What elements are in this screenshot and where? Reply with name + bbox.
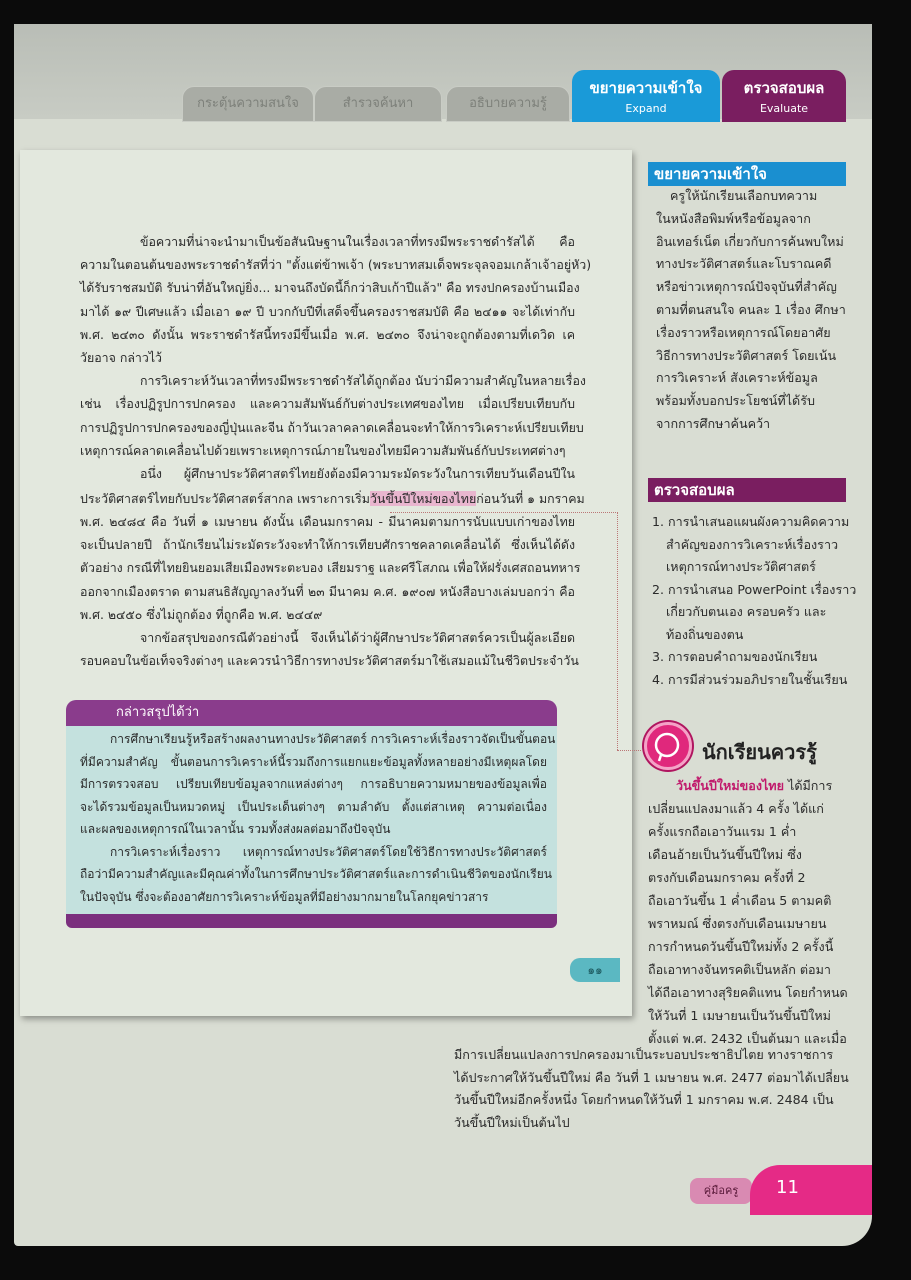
know-line: การกำหนดวันขึ้นปีใหม่ทั้ง 2 ครั้งนี้ (648, 939, 834, 954)
tab-label: กระตุ้นความสนใจ (197, 96, 299, 111)
expand-line: ในหนังสือพิมพ์หรือข้อมูลจาก (656, 210, 811, 226)
expand-line: การวิเคราะห์ สังเคราะห์ข้อมูล (656, 370, 818, 386)
evaluate-item: 2. การนำเสนอ PowerPoint เรื่องราว (652, 581, 857, 597)
know-line: ให้วันที่ 1 เมษายนเป็นวันขึ้นปีใหม่ (648, 1008, 831, 1023)
know-line: วันขึ้นปีใหม่อีกครั้งหนึ่ง โดยกำหนดให้วันที่ 1 มกราคม พ.ศ. 2484 เป็น (454, 1092, 834, 1107)
paragraph-line: พ.ศ. ๒๔๘๔ คือ วันที่ ๑ เมษายน ดังนั้น เดือนมกราคม - มีนาคมตามการนับแบบเก่าของไทย (80, 514, 575, 529)
evaluate-item: 1. การนำเสนอแผนผังความคิดความ (652, 514, 850, 529)
callout-connector (617, 750, 641, 751)
know-line: ได้ประกาศให้วันขึ้นปีใหม่ คือ วันที่ 1 เมษายน พ.ศ. 2477 ต่อมาได้เปลี่ยน (454, 1069, 849, 1085)
tab-expand (572, 70, 720, 122)
summary-line: ที่มีความสำคัญ ขั้นตอนการวิเคราะห์นี้รวมถึงการแยกแยะข้อมูลทั้งหลายอย่างมีเหตุผลโดย (80, 754, 547, 769)
know-line: ได้ถือเอาทางสุริยคติแทน โดยกำหนด (648, 985, 848, 1000)
summary-line: มีการตรวจสอบ เปรียบเทียบข้อมูลจากแหล่งต่างๆ การอธิบายความหมายของข้อมูลเพื่อ (80, 777, 547, 791)
evaluate-item: เหตุการณ์ทางประวัติศาสตร์ (666, 559, 816, 574)
expand-line: เรื่องราวหรือเหตุการณ์โดยอาศัย (656, 324, 831, 340)
tab-label: อธิบายความรู้ (469, 96, 547, 111)
paragraph-line: วัยอาจ กล่าวไว้ (80, 350, 163, 365)
expand-line: อินเทอร์เน็ต เกี่ยวกับการค้นพบใหม่ (656, 233, 844, 249)
paragraph-line: อนึ่ง ผู้ศึกษาประวัติศาสตร์ไทยยังต้องมีความระมัดระวังในการเทียบวันเดือนปีใน (140, 466, 575, 481)
evaluate-heading: ตรวจสอบผล (648, 478, 846, 502)
know-title: นักเรียนควรรู้ (702, 740, 817, 764)
paragraph-line: พ.ศ. ๒๔๕๐ ซึ่งไม่ถูกต้อง ที่ถูกคือ พ.ศ. ๒๔๔๙ (80, 606, 323, 622)
text: ประวัติศาสตร์ไทยกับประวัติศาสตร์สากล เพราะการเริ่ม (80, 491, 370, 506)
expand-line: ตามที่ตนสนใจ คนละ 1 เรื่อง ศึกษา (656, 302, 846, 317)
paragraph-line: ตัวอย่าง กรณีที่ไทยยินยอมเสียเมืองพระตะบอง เสียมราฐ และศรีโสภณ เพื่อให้ฝรั่งเศสถอนทหาร (80, 560, 581, 576)
know-line: พราหมณ์ ซึ่งตรงกับเดือนเมษายน (648, 916, 827, 931)
tab-sublabel: Evaluate (759, 102, 809, 115)
know-line: เปลี่ยนแปลงมาแล้ว 4 ครั้ง ได้แก่ (648, 801, 824, 816)
evaluate-item: สำคัญของการวิเคราะห์เรื่องราว (666, 536, 839, 552)
know-line: ครั้งแรกถือเอาวันแรม 1 ค่ำ (648, 824, 797, 839)
summary-footer-bar (66, 914, 557, 928)
paragraph-line: จะเป็นปลายปี ถ้านักเรียนไม่ระมัดระวังจะทำให้การเทียบศักราชคลาดเคลื่อนได้ ซึ่งเห็นได้ดัง (80, 537, 575, 553)
paragraph-line: พ.ศ. ๒๔๓๐ ดังนั้น พระราชดำรัสนี้ทรงมีขึ้นเมื่อ พ.ศ. ๒๔๓๐ จึงน่าจะถูกต้องตามที่เดวิด เค (80, 326, 575, 342)
summary-line: การศึกษาเรียนรู้หรือสร้างผลงานทางประวัติศาสตร์ การวิเคราะห์เรื่องราวจัดเป็นขั้นตอน (110, 732, 556, 746)
know-first-line (676, 776, 832, 796)
text: ได้มีการ (783, 778, 833, 793)
teacher-guide-label: คู่มือครู (690, 1178, 752, 1204)
know-line: วันขึ้นปีใหม่เป็นต้นไป (454, 1114, 570, 1130)
tab-explore (314, 86, 442, 122)
expand-line: ทางประวัติศาสตร์และโบราณคดี (656, 256, 832, 272)
tab-evaluate (722, 70, 846, 122)
paragraph-line: ข้อความที่น่าจะนำมาเป็นข้อสันนิษฐานในเรื่องเวลาที่ทรงมีพระราชดำรัสได้ คือ (140, 234, 575, 249)
expand-line: พร้อมทั้งบอกประโยชน์ที่ได้รับ (656, 393, 815, 409)
tab-engage (182, 86, 314, 122)
paragraph-line: การวิเคราะห์วันเวลาที่ทรงมีพระราชดำรัสได้ถูกต้อง นับว่ามีความสำคัญในหลายเรื่อง (140, 373, 586, 389)
expand-line: จากการศึกษาค้นคว้า (656, 416, 771, 431)
know-highlight: วันขึ้นปีใหม่ของไทย (676, 778, 784, 793)
paragraph-line: รอบคอบในข้อเท็จจริงต่างๆ และควรนำวิธีการทางประวัติศาสตร์มาใช้เสมอแม้ในชีวิตประจำวัน (80, 653, 579, 669)
evaluate-item: 4. การมีส่วนร่วมอภิปรายในชั้นเรียน (652, 671, 848, 687)
tab-explain (446, 86, 570, 122)
expand-heading: ขยายความเข้าใจ (648, 162, 846, 186)
paragraph-line: ออกจากเมืองตราด ตามสนธิสัญญาลงวันที่ ๒๓ มีนาคม ค.ศ. ๑๙๐๗ หนังสือบางเล่มบอกว่า คือ (80, 583, 575, 599)
paragraph-line: เช่น เรื่องปฏิรูปการปกครอง และความสัมพันธ์กับต่างประเทศของไทย เมื่อเปรียบเทียบกับ (80, 396, 575, 412)
know-line: ถือเอาวันขึ้น 1 ค่ำเดือน 5 ตามคติ (648, 893, 832, 908)
know-line: ตั้งแต่ พ.ศ. 2432 เป็นต้นมา และเมื่อ (648, 1031, 847, 1046)
inner-page-number: ๑๑ (570, 958, 620, 982)
evaluate-item: 3. การตอบคำถามของนักเรียน (652, 649, 818, 664)
callout-connector (617, 512, 618, 750)
summary-title: กล่าวสรุปได้ว่า (66, 700, 557, 726)
expand-line: ครูให้นักเรียนเลือกบทความ (670, 188, 818, 203)
evaluate-item: ท้องถิ่นของตน (666, 626, 744, 642)
know-line: มีการเปลี่ยนแปลงการปกครองมาเป็นระบอบประชาธิปไตย ทางราชการ (454, 1047, 834, 1062)
paragraph-line: เหตุการณ์คลาดเคลื่อนไปด้วยเพราะเหตุการณ์ภายในของไทยมีความสัมพันธ์กับประเทศต่างๆ (80, 442, 566, 458)
expand-line: หรือข่าวเหตุการณ์ปัจจุบันที่สำคัญ (656, 279, 837, 295)
paragraph-line: ความในตอนต้นของพระราชดำรัสที่ว่า "ตั้งแต่ข้าพเจ้า (พระบาทสมเด็จพระจุลจอมเกล้าเจ้าอยู่หัว) (80, 257, 592, 273)
student-head-icon (644, 722, 692, 770)
summary-line: จะได้รวมข้อมูลเป็นหมวดหมู่ เป็นประเด็นต่างๆ ตามลำดับ ตั้งแต่สาเหตุ ความต่อเนื่อง (80, 799, 547, 814)
know-line: ถือเอาทางจันทรคติเป็นหลัก ต่อมา (648, 962, 831, 977)
summary-line: การวิเคราะห์เรื่องราว เหตุการณ์ทางประวัติศาสตร์โดยใช้วิธีการทางประวัติศาสตร์ (110, 844, 547, 859)
tab-label: ตรวจสอบผล (743, 79, 825, 97)
expand-line: วิธีการทางประวัติศาสตร์ โดยเน้น (656, 347, 837, 363)
tab-label: ขยายความเข้าใจ (589, 79, 703, 97)
summary-line: ในปัจจุบัน ซึ่งจะต้องอาศัยการวิเคราะห์ข้อมูลที่มีอย่างมากมายในโลกยุคข่าวสาร (80, 889, 489, 904)
summary-line: ถือว่ามีความสำคัญและมีคุณค่าทั้งในการศึกษาประวัติศาสตร์และการดำเนินชีวิตของนักเรียน (80, 867, 552, 881)
know-line: ตรงกับเดือนมกราคม ครั้งที่ 2 (648, 870, 806, 885)
summary-line: และผลของเหตุการณ์ในเวลานั้น รวมทั้งส่งผลต่อมาถึงปัจจุบัน (80, 822, 391, 836)
evaluate-item: เกี่ยวกับตนเอง ครอบครัว และ (666, 604, 827, 619)
tab-sublabel: Expand (625, 102, 667, 115)
paragraph-line: จากข้อสรุปของกรณีตัวอย่างนี้ จึงเห็นได้ว่าผู้ศึกษาประวัติศาสตร์ควรเป็นผู้ละเอียด (140, 630, 575, 645)
text: ก่อนวันที่ ๑ มกราคม (476, 491, 585, 506)
paragraph-line: การปฏิรูปการปกครองของญี่ปุ่นและจีน ถ้าวันเวลาคลาดเคลื่อนจะทำให้การวิเคราะห์เปรียบเทียบ (80, 419, 584, 435)
tab-label: สำรวจค้นหา (342, 96, 414, 111)
paragraph-line: มาได้ ๑๙ ปีเศษแล้ว เมื่อเอา ๑๙ ปี บวกกับปีที่เสด็จขึ้นครองราชสมบัติ คือ ๒๔๑๑ จะได้เท่ากับ (80, 303, 575, 319)
highlighted-term: วันขึ้นปีใหม่ของไทย (369, 491, 477, 506)
highlight-line (80, 489, 585, 509)
page-number: 11 (750, 1165, 872, 1215)
callout-connector (390, 512, 618, 513)
know-line: เดือนอ้ายเป็นวันขึ้นปีใหม่ ซึ่ง (648, 847, 802, 862)
paragraph-line: ได้รับราชสมบัติ รับน่าที่อันใหญ่ยิ่ง... มาจนถึงบัดนี้ก็กว่าสิบเก้าปีแล้ว" คือ ทรงปกครองบ้านเมือง (80, 280, 580, 296)
